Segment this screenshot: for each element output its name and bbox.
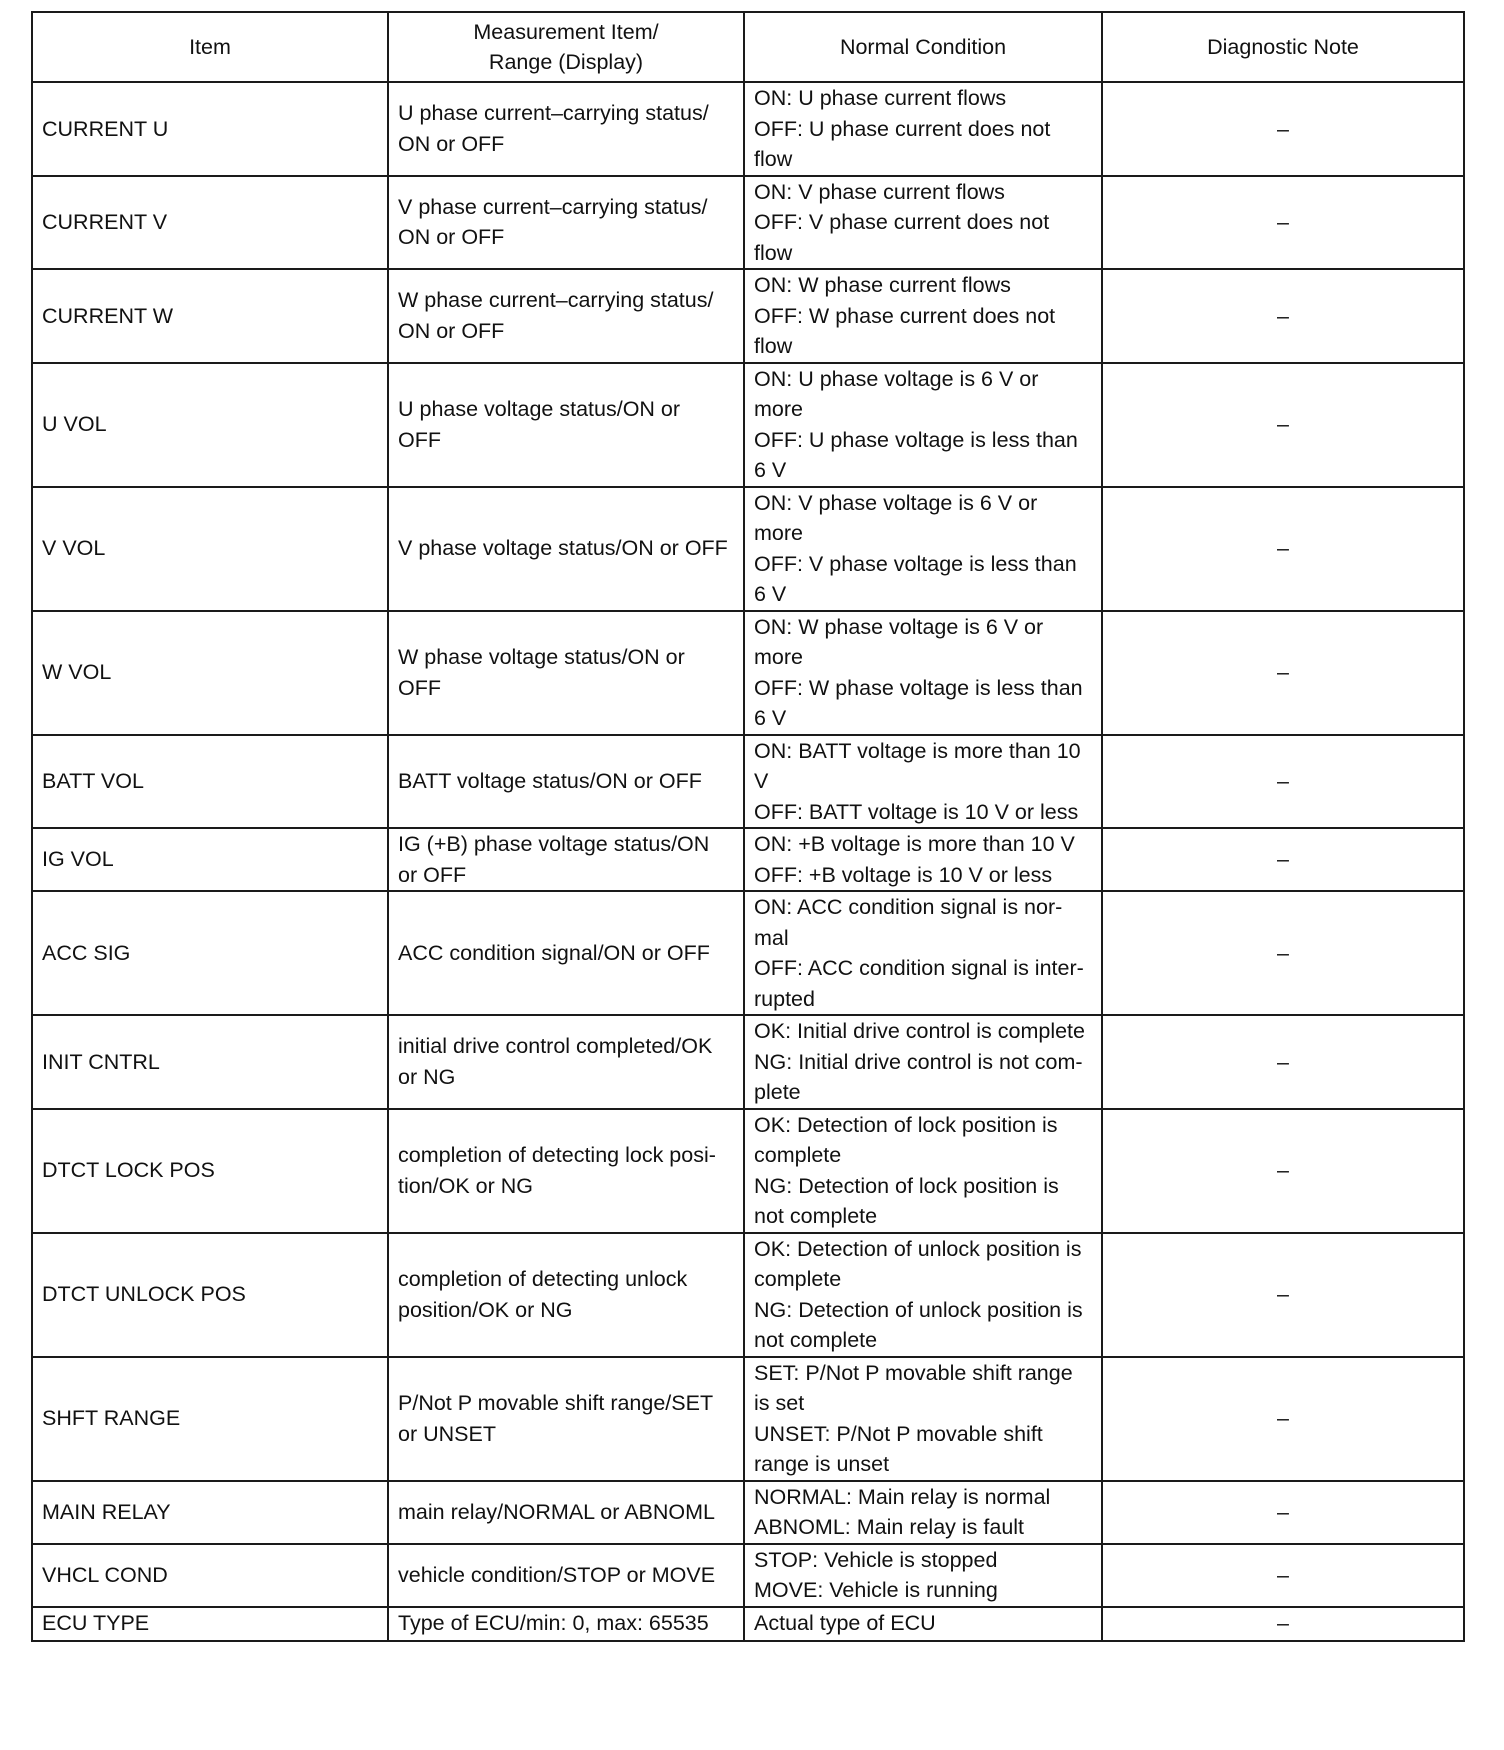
cell-normal-condition: ON: BATT voltage is more than 10 V OFF: BATT voltage is 10 V or less [744,735,1102,829]
cell-diagnostic-note: – [1102,487,1464,611]
table-row [32,1357,1464,1481]
cell-measurement: main relay/NORMAL or ABNOML [388,1481,744,1544]
table-row [32,269,1464,363]
table-row [32,828,1464,891]
cell-item: INIT CNTRL [32,1015,388,1109]
table-body [32,82,1464,1641]
cell-normal-condition: ON: V phase current flows OFF: V phase current does not flow [744,176,1102,270]
cell-diagnostic-note: – [1102,82,1464,176]
table-row [32,1607,1464,1641]
cell-measurement: initial drive control completed/OK or NG [388,1015,744,1109]
cell-item: W VOL [32,611,388,735]
header-row [32,12,1464,82]
cell-diagnostic-note: – [1102,363,1464,487]
table-row [32,363,1464,487]
table-row [32,176,1464,270]
table-row [32,1544,1464,1607]
cell-normal-condition: SET: P/Not P movable shift range is set UNSET: P/Not P movable shift range is unset [744,1357,1102,1481]
header-normal-condition: Normal Condition [744,12,1102,82]
cell-normal-condition: ON: U phase voltage is 6 V or more OFF: U phase voltage is less than 6 V [744,363,1102,487]
cell-diagnostic-note: – [1102,1357,1464,1481]
cell-measurement: Type of ECU/min: 0, max: 65535 [388,1607,744,1641]
cell-diagnostic-note: – [1102,1481,1464,1544]
cell-item: ACC SIG [32,891,388,1015]
cell-measurement: completion of detecting lock posi- tion/OK or NG [388,1109,744,1233]
cell-item: CURRENT U [32,82,388,176]
cell-measurement: vehicle condition/STOP or MOVE [388,1544,744,1607]
header-measurement: Measurement Item/ Range (Display) [388,12,744,82]
cell-normal-condition: OK: Detection of lock position is complete NG: Detection of lock position is not complete [744,1109,1102,1233]
cell-item: VHCL COND [32,1544,388,1607]
table-row [32,1015,1464,1109]
cell-measurement: W phase voltage status/ON or OFF [388,611,744,735]
cell-diagnostic-note: – [1102,269,1464,363]
cell-item: V VOL [32,487,388,611]
table-row [32,1233,1464,1357]
header-diagnostic-note: Diagnostic Note [1102,12,1464,82]
cell-measurement: W phase current–carrying status/ ON or OFF [388,269,744,363]
cell-item: MAIN RELAY [32,1481,388,1544]
cell-measurement: P/Not P movable shift range/SET or UNSET [388,1357,744,1481]
cell-diagnostic-note: – [1102,828,1464,891]
table-header [32,12,1464,82]
cell-measurement: V phase current–carrying status/ ON or OFF [388,176,744,270]
cell-measurement: completion of detecting unlock position/OK or NG [388,1233,744,1357]
cell-normal-condition: NORMAL: Main relay is normal ABNOML: Main relay is fault [744,1481,1102,1544]
table-row [32,1109,1464,1233]
table-row [32,82,1464,176]
cell-normal-condition: ON: V phase voltage is 6 V or more OFF: V phase voltage is less than 6 V [744,487,1102,611]
cell-normal-condition: ON: U phase current flows OFF: U phase current does not flow [744,82,1102,176]
cell-normal-condition: OK: Initial drive control is complete NG: Initial drive control is not com- plete [744,1015,1102,1109]
cell-item: DTCT UNLOCK POS [32,1233,388,1357]
table-row [32,891,1464,1015]
cell-measurement: U phase current–carrying status/ ON or OFF [388,82,744,176]
cell-item: CURRENT V [32,176,388,270]
cell-item: CURRENT W [32,269,388,363]
cell-diagnostic-note: – [1102,1607,1464,1641]
cell-item: U VOL [32,363,388,487]
cell-measurement: BATT voltage status/ON or OFF [388,735,744,829]
cell-diagnostic-note: – [1102,735,1464,829]
cell-diagnostic-note: – [1102,1015,1464,1109]
cell-item: SHFT RANGE [32,1357,388,1481]
cell-diagnostic-note: – [1102,1109,1464,1233]
cell-item: IG VOL [32,828,388,891]
cell-measurement: V phase voltage status/ON or OFF [388,487,744,611]
cell-item: BATT VOL [32,735,388,829]
table-row [32,1481,1464,1544]
cell-diagnostic-note: – [1102,891,1464,1015]
cell-normal-condition: ON: ACC condition signal is nor- mal OFF: ACC condition signal is inter- rupted [744,891,1102,1015]
table-row [32,735,1464,829]
cell-diagnostic-note: – [1102,1544,1464,1607]
cell-measurement: IG (+B) phase voltage status/ON or OFF [388,828,744,891]
cell-item: ECU TYPE [32,1607,388,1641]
cell-diagnostic-note: – [1102,1233,1464,1357]
cell-normal-condition: ON: +B voltage is more than 10 V OFF: +B voltage is 10 V or less [744,828,1102,891]
data-monitor-table [31,11,1465,1642]
cell-item: DTCT LOCK POS [32,1109,388,1233]
cell-diagnostic-note: – [1102,176,1464,270]
cell-measurement: U phase voltage status/ON or OFF [388,363,744,487]
cell-normal-condition: STOP: Vehicle is stopped MOVE: Vehicle is running [744,1544,1102,1607]
table-row [32,611,1464,735]
cell-normal-condition: OK: Detection of unlock position is complete NG: Detection of unlock position is not complete [744,1233,1102,1357]
cell-normal-condition: ON: W phase voltage is 6 V or more OFF: W phase voltage is less than 6 V [744,611,1102,735]
header-item: Item [32,12,388,82]
cell-diagnostic-note: – [1102,611,1464,735]
cell-measurement: ACC condition signal/ON or OFF [388,891,744,1015]
cell-normal-condition: ON: W phase current flows OFF: W phase current does not flow [744,269,1102,363]
table-row [32,487,1464,611]
cell-normal-condition: Actual type of ECU [744,1607,1102,1641]
